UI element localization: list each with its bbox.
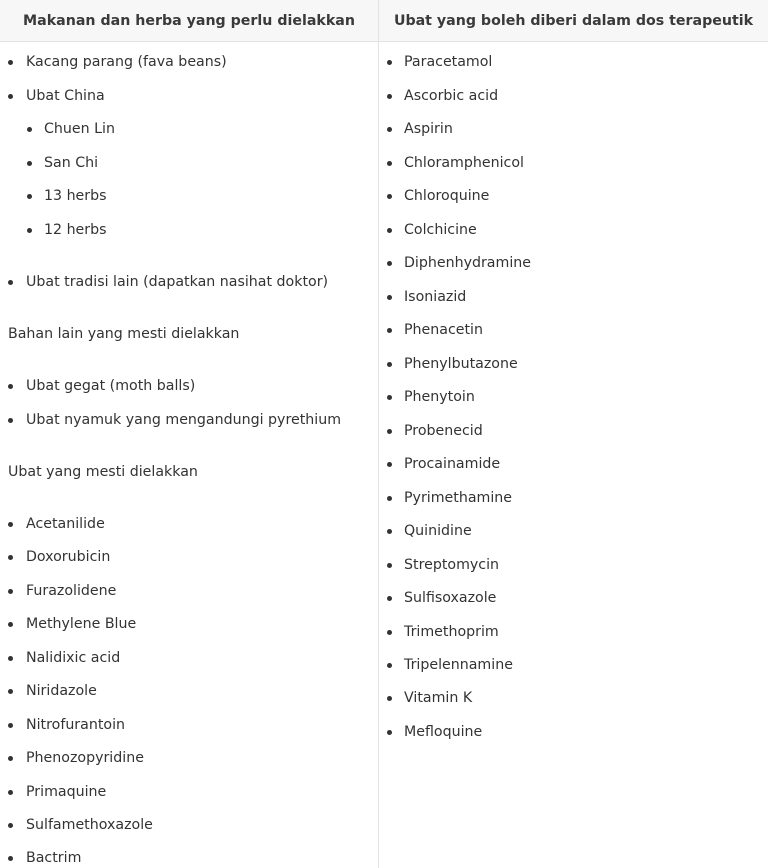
bullet-icon xyxy=(387,60,392,65)
bullet-icon xyxy=(387,630,392,635)
bullet-icon xyxy=(8,94,13,99)
bullet-icon xyxy=(27,194,32,199)
right-column: Ubat yang boleh diberi dalam dos terapeutik Paracetamol Ascorbic acid Aspirin Chloramphenicol Chloroquine Colchicine Diphenhydramine Isoniazid Phenacetin Phenylbutazone Phenytoin Probenecid Procainamide Pyrimethamine Quinidine Streptomycin Sulfisoxazole Trimethoprim Tripelennamine Vitamin K Mefloquine xyxy=(378,0,768,868)
bullet-icon xyxy=(8,689,13,694)
bullet-icon xyxy=(27,127,32,132)
bullet-icon xyxy=(8,589,13,594)
bullet-icon xyxy=(387,696,392,701)
bullet-icon xyxy=(387,328,392,333)
bullet-icon xyxy=(387,496,392,501)
avoid-drugs-heading: Ubat yang mesti dielakkan xyxy=(8,464,198,480)
bullet-icon xyxy=(8,60,13,65)
bullet-icon xyxy=(387,563,392,568)
bullet-icon xyxy=(387,161,392,166)
bullet-icon xyxy=(387,228,392,233)
bullet-icon xyxy=(8,384,13,389)
bullet-icon xyxy=(387,730,392,735)
bullet-icon xyxy=(8,418,13,423)
bullet-icon xyxy=(8,856,13,861)
bullet-icon xyxy=(387,663,392,668)
bullet-icon xyxy=(387,529,392,534)
left-column-header: Makanan dan herba yang perlu dielakkan xyxy=(0,0,378,42)
bullet-icon xyxy=(8,790,13,795)
bullet-icon xyxy=(8,656,13,661)
left-column: Makanan dan herba yang perlu dielakkan Kacang parang (fava beans) Ubat China Chuen Lin San Chi 13 herbs 12 herbs Ubat tradisi lain (dapatkan nasihat doktor) Bahan lain yang mesti dielakkan Ubat gegat (moth balls) Ubat nyamuk yang mengandungi pyrethium Ubat yang mesti dielakkan Acetanilide Doxorubicin Furazolidene Methylene Blue Nalidixic acid Niridazole Nitrofurantoin Phenozopyridine Primaquine Sulfamethoxazole Bactrim xyxy=(0,0,378,868)
bullet-icon xyxy=(387,295,392,300)
bullet-icon xyxy=(387,462,392,467)
bullet-icon xyxy=(387,395,392,400)
bullet-icon xyxy=(8,622,13,627)
bullet-icon xyxy=(387,362,392,367)
other-substances-heading: Bahan lain yang mesti dielakkan xyxy=(8,326,240,342)
bullet-icon xyxy=(387,94,392,99)
bullet-icon xyxy=(387,596,392,601)
bullet-icon xyxy=(387,261,392,266)
bullet-icon xyxy=(8,280,13,285)
bullet-icon xyxy=(387,194,392,199)
bullet-icon xyxy=(8,823,13,828)
bullet-icon xyxy=(8,756,13,761)
bullet-icon xyxy=(8,522,13,527)
bullet-icon xyxy=(387,127,392,132)
bullet-icon xyxy=(27,228,32,233)
right-column-header: Ubat yang boleh diberi dalam dos terapeutik xyxy=(379,0,768,42)
bullet-icon xyxy=(8,555,13,560)
bullet-icon xyxy=(387,429,392,434)
bullet-icon xyxy=(27,161,32,166)
bullet-icon xyxy=(8,723,13,728)
